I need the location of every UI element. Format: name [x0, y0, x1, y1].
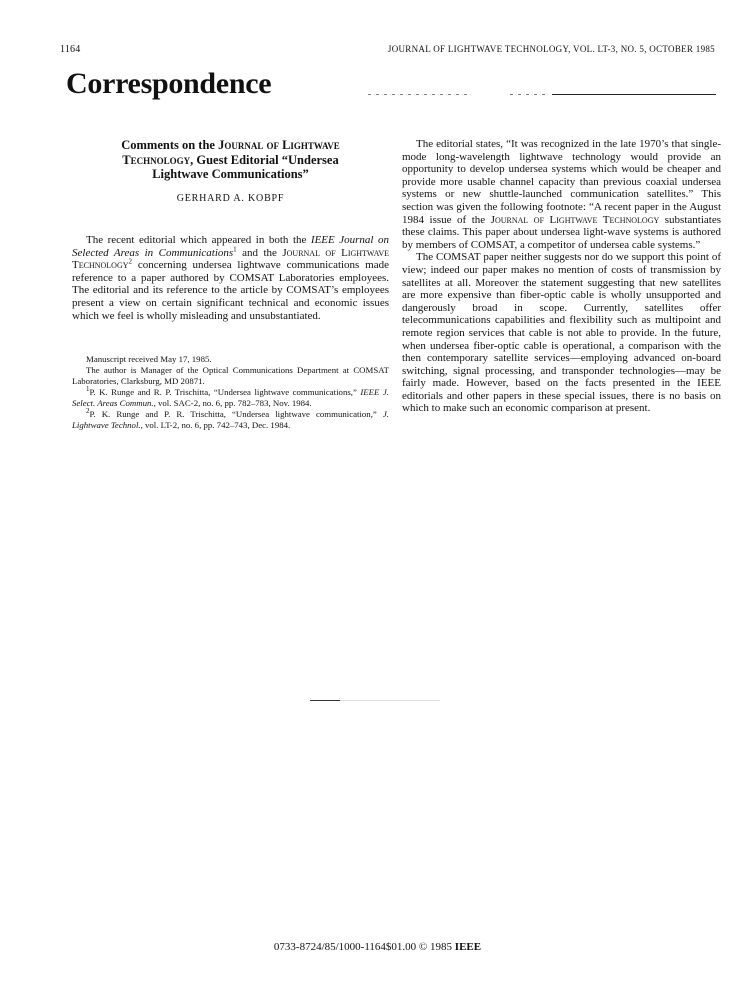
- footnotes: [72, 354, 389, 431]
- journal-name: Journal of Lightwave Technology: [490, 213, 660, 226]
- text: concerning undersea lightwave communications made reference to a paper authored by COMSAT Laboratories employees. The editorial and its reference to the article by COMSAT’s employees present a view on certain significant technical and economic issues which we feel is wholly misleading and unsubstantiated.: [72, 259, 389, 322]
- footnote-ref: 2: [128, 257, 132, 266]
- text: P. K. Runge and P. R. Trischitta, “Undersea lightwave communication,”: [89, 409, 383, 419]
- text: The recent editorial which appeared in both the: [86, 234, 311, 246]
- right-column: [402, 138, 721, 415]
- copyright-code: 0733-8724/85/1000-1164$01.00 © 1985: [273, 941, 455, 953]
- body-paragraph: [402, 138, 721, 251]
- publisher: IEEE: [454, 941, 482, 953]
- section-title: Correspondence: [66, 67, 272, 100]
- body-paragraph: The COMSAT paper neither suggests nor do we support this point of view; indeed our paper makes no mention of costs of transmission by satellites at all. Moreover the statement suggesting that new satellites are more expensive than fiber-optic cable is wholly unsupported and dangerously broad in scope. Currently, satellites offer telecommunications capabilities and flexibility such as multipoint and remote region services that cable is not able to provide. In the future, when undersea fiber-optic cable is operational, a comparison with the then contemporary satellite services—employing advanced on-board switching, signal processing, and transponder technologies—may be fairly made. However, based on the facts presented in the IEEE editorials and other papers in these special issues, there is no basis on which to make such an economic comparison at present.: [402, 251, 721, 415]
- title-journal-name-2: Technology: [122, 152, 191, 167]
- author-affiliation: The author is Manager of the Optical Communications Department at COMSAT Laboratories, Clarksburg, MD 20871.: [72, 365, 389, 386]
- title-text-3: Lightwave Communications”: [152, 167, 309, 181]
- text: The editorial states, “It was recognized in the late 1970’s that single-mode long-wavelength lightwave technology would provide an opportunity to develop undersea systems which would be cheaper and provide more usable channel capacity than previous coaxial undersea systems or new shuttle-launched communication satellites.” This section was given the following footnote: “A recent paper in the August 1984 issue of the: [402, 138, 721, 226]
- copyright-line: [0, 941, 755, 953]
- reference-2: [72, 409, 389, 431]
- title-text-2: , Guest Editorial “Undersea: [190, 152, 339, 167]
- header-rule: [552, 94, 716, 95]
- manuscript-received: Manuscript received May 17, 1985.: [86, 354, 212, 364]
- body-paragraph: [72, 234, 389, 322]
- journal-name: Journal of Lightwave Technology: [72, 246, 389, 272]
- bottom-rule: [310, 700, 440, 701]
- page-number: 1164: [60, 44, 81, 55]
- ref-number: 1: [86, 385, 90, 394]
- journal-name: IEEE J. Select. Areas Commun.: [72, 387, 389, 408]
- article-title: [72, 138, 389, 182]
- title-text: Comments on the: [121, 138, 219, 152]
- ref-number: 2: [86, 407, 90, 416]
- reference-1: [72, 387, 389, 409]
- text: and the: [236, 246, 283, 259]
- journal-name: J. Lightwave Technol.: [72, 409, 389, 430]
- text: substantiates these claims. This paper about undersea light-wave systems is authored by members of COMSAT, a competitor of undersea cable systems.”: [402, 213, 721, 251]
- title-journal-name: Journal of Lightwave: [218, 138, 340, 152]
- header-dotted-rule-mid: [510, 94, 550, 95]
- text: , vol. LT-2, no. 6, pp. 742–743, Dec. 1984.: [140, 420, 291, 430]
- author-name: GERHARD A. KOBPF: [176, 193, 285, 204]
- journal-name: IEEE Journal on Selected Areas in Communications: [72, 234, 390, 259]
- running-head: JOURNAL OF LIGHTWAVE TECHNOLOGY, VOL. LT-3, NO. 5, OCTOBER 1985: [387, 44, 715, 54]
- text: , vol. SAC-2, no. 6, pp. 782–783, Nov. 1984.: [153, 398, 312, 408]
- header-dotted-rule-left: [368, 94, 468, 95]
- text: P. K. Runge and R. P. Trischitta, “Undersea lightwave communications,”: [89, 387, 361, 397]
- left-column: [72, 234, 389, 322]
- footnote-ref: 1: [233, 244, 237, 253]
